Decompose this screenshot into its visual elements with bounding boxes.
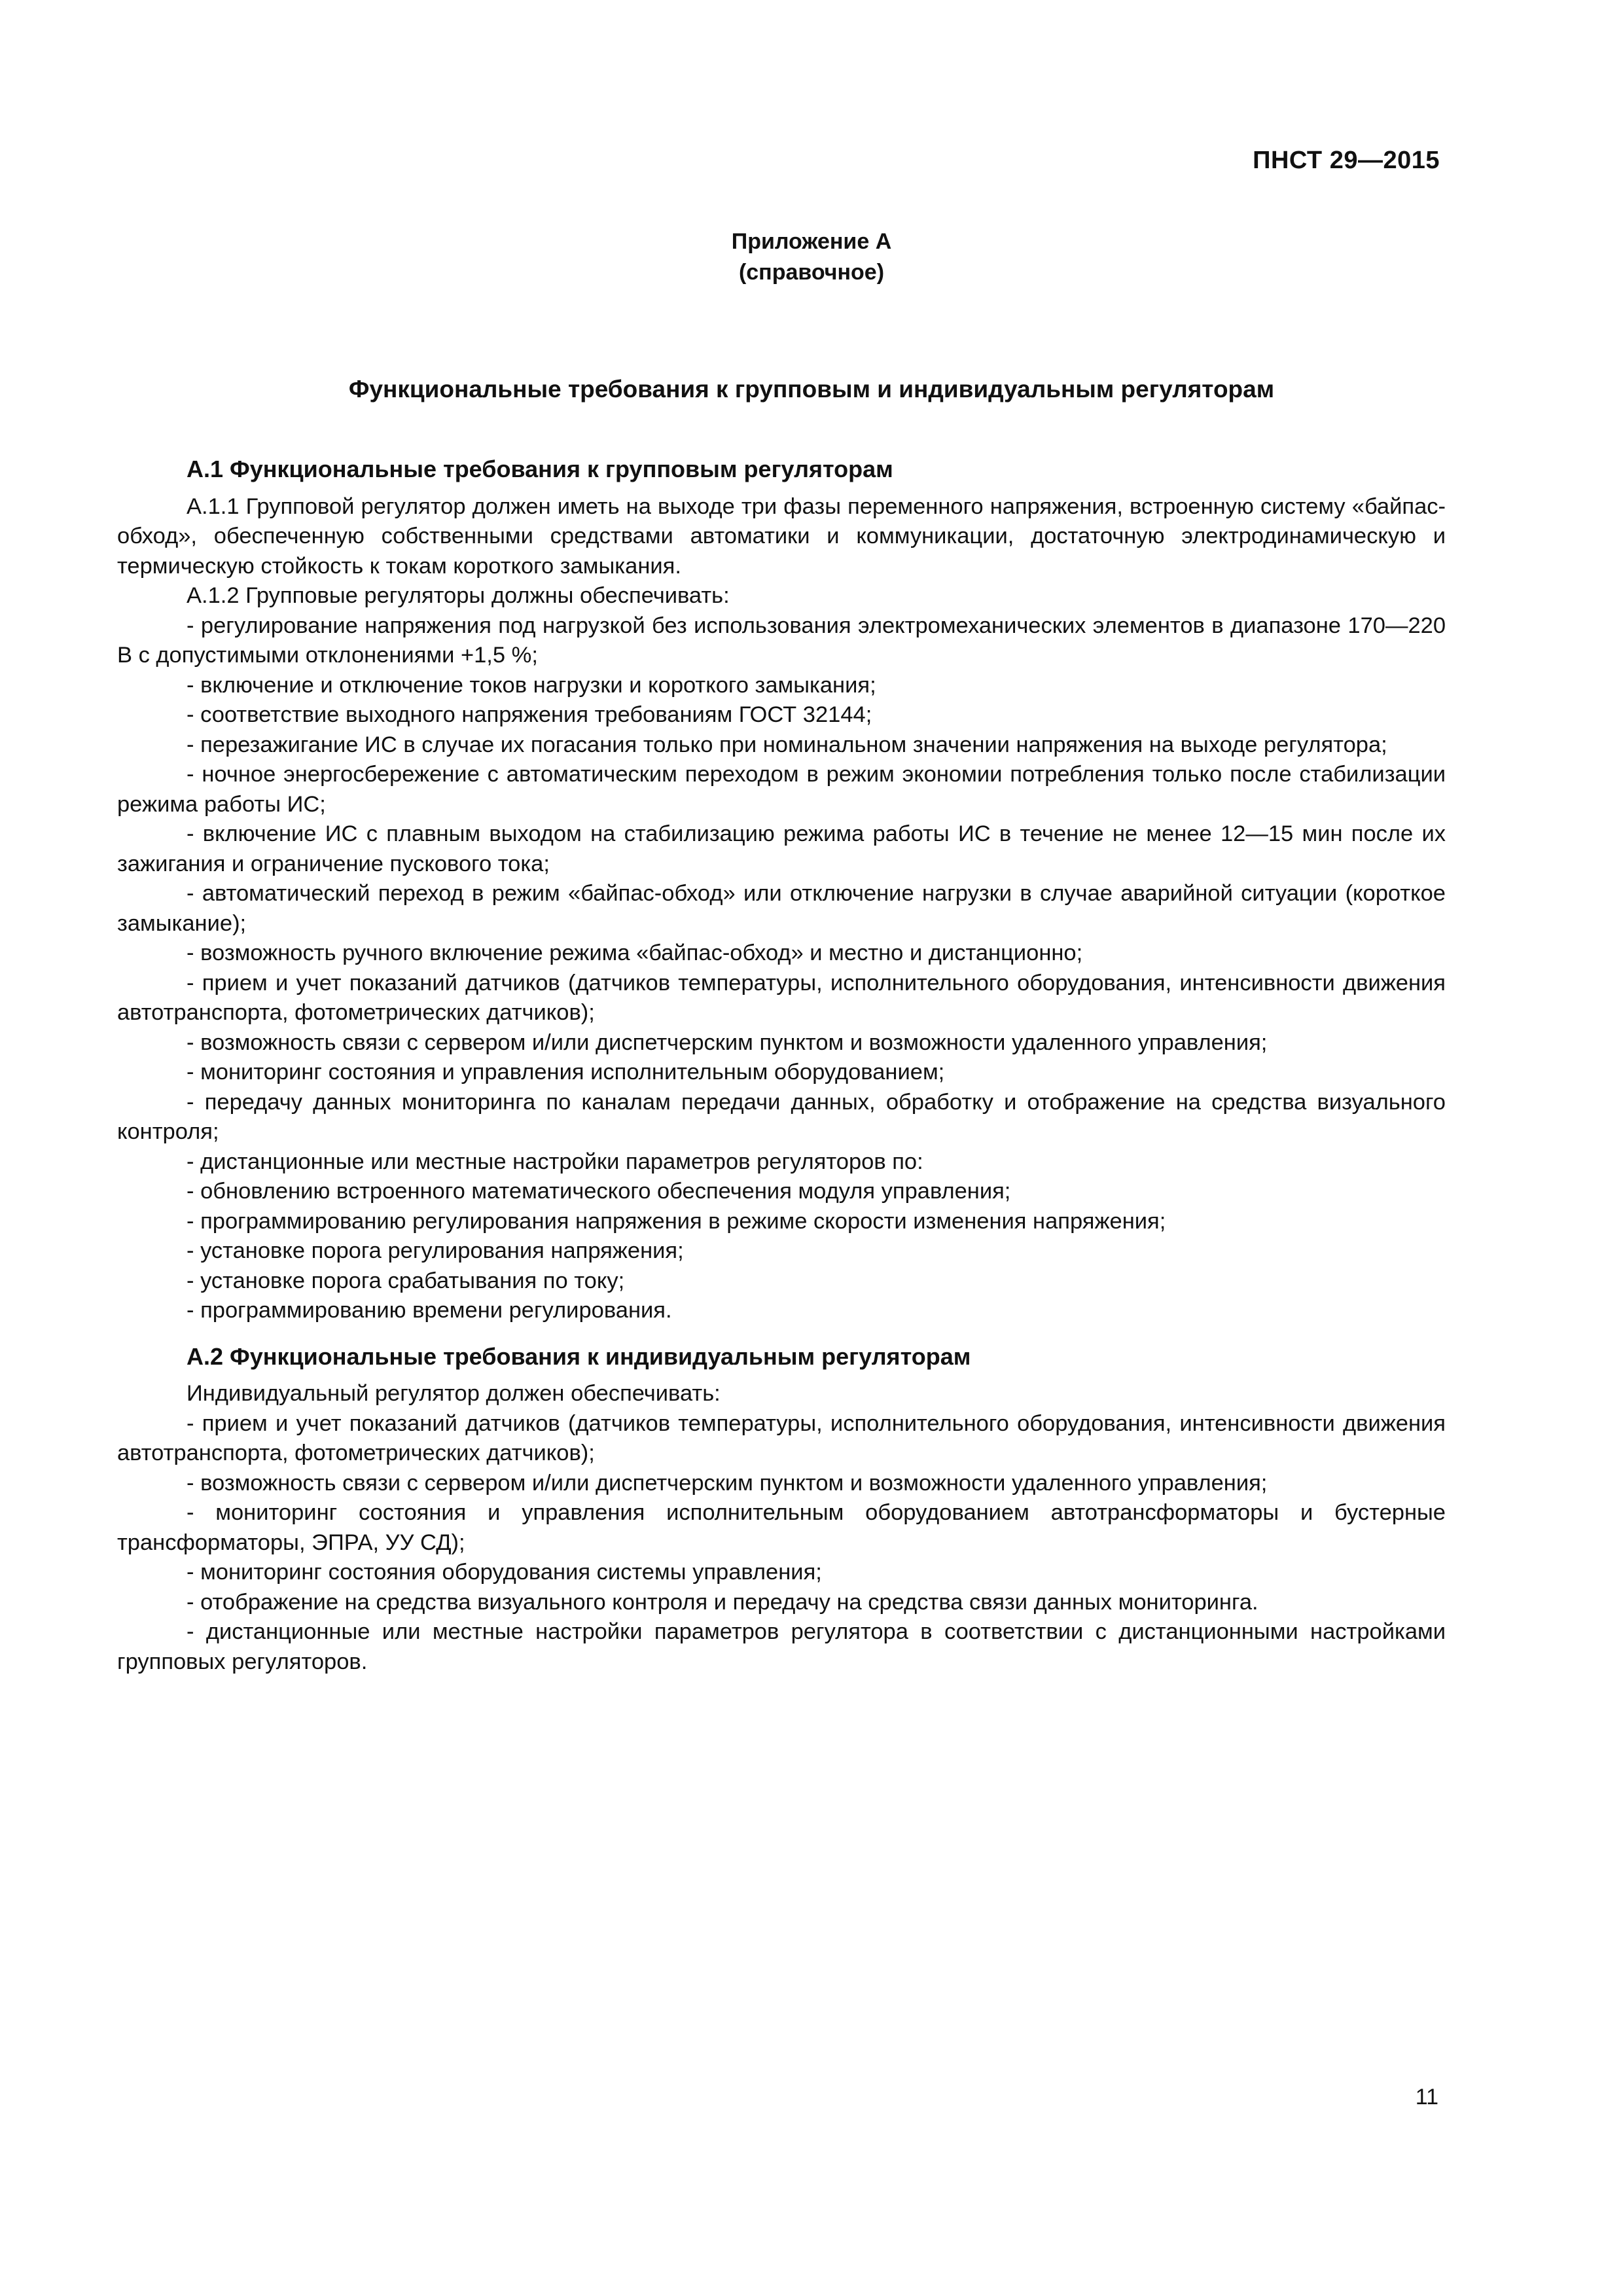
list-item: - обновлению встроенного математического обеспечения модуля управления;: [187, 1179, 1011, 1204]
list-item: - мониторинг состояния оборудования системы управления;: [187, 1560, 822, 1585]
section-a2-heading: А.2 Функциональные требования к индивидуальным регуляторам: [187, 1342, 971, 1370]
list-item: - мониторинг состояния и управления исполнительным оборудованием;: [187, 1060, 945, 1085]
list-item: - регулирование напряжения под нагрузкой без использования электромеханических элементов в диапазоне 170—220 В с допустимыми отклонениями +1,5 %;: [117, 613, 1446, 668]
list-item: - перезажигание ИС в случае их погасания только при номинальном значении напряжения на выходе регулятора;: [187, 732, 1387, 757]
paragraph: Индивидуальный регулятор должен обеспечивать:: [187, 1381, 721, 1406]
list-item: - возможность связи с сервером и/или диспетчерским пунктом и возможности удаленного управления;: [187, 1030, 1268, 1055]
list-item: - дистанционные или местные настройки параметров регулятора в соответствии с дистанционными настройками групповых регуляторов.: [117, 1619, 1446, 1674]
list-item: - установке порога регулирования напряжения;: [187, 1238, 684, 1263]
appendix-type: (справочное): [738, 260, 885, 285]
document-code: ПНСТ 29—2015: [1253, 147, 1440, 174]
list-item: - мониторинг состояния и управления исполнительным оборудованием автотрансформаторы и бустерные трансформаторы, ЭПРА, УУ СД);: [117, 1500, 1446, 1555]
list-item: - возможность связи с сервером и/или диспетчерским пунктом и возможности удаленного управления;: [187, 1470, 1268, 1496]
list-item: - автоматический переход в режим «байпас-обход» или отключение нагрузки в случае аварийной ситуации (короткое замыкание);: [117, 881, 1446, 936]
page-number: 11: [1415, 2085, 1438, 2109]
list-item: - прием и учет показаний датчиков (датчиков температуры, исполнительного оборудования, интенсивности движения автотранспорта, фотометрических датчиков);: [117, 970, 1446, 1025]
appendix-header: [0, 226, 1623, 288]
list-item: - передачу данных мониторинга по каналам передачи данных, обработку и отображение на средства визуального контроля;: [117, 1089, 1446, 1144]
list-item: - включение ИС с плавным выходом на стабилизацию режима работы ИС в течение не менее 12—15 мин после их зажигания и ограничение пускового тока;: [117, 821, 1446, 876]
list-item: - программированию регулирования напряжения в режиме скорости изменения напряжения;: [187, 1208, 1166, 1234]
list-item: - соответствие выходного напряжения требованиям ГОСТ 32144;: [187, 702, 872, 727]
page-title: Функциональные требования к групповым и индивидуальным регуляторам: [348, 376, 1275, 403]
list-item: - установке порога срабатывания по току;: [187, 1268, 625, 1293]
appendix-label: Приложение А: [731, 229, 892, 254]
paragraph: А.1.1 Групповой регулятор должен иметь на выходе три фазы переменного напряжения, встроенную систему «байпас-обход», обеспеченную собственными средствами автоматики и коммуникации, достаточную электродинамическую и термическую стойкость к токам короткого замыкания.: [117, 493, 1446, 579]
list-item: - отображение на средства визуального контроля и передачу на средства связи данных мониторинга.: [187, 1589, 1258, 1615]
document-body: [117, 454, 1446, 1677]
section-a1-heading: А.1 Функциональные требования к групповым регуляторам: [187, 456, 893, 482]
paragraph: А.1.2 Групповые регуляторы должны обеспечивать:: [187, 583, 730, 608]
list-item: - возможность ручного включение режима «байпас-обход» и местно и дистанционно;: [187, 941, 1083, 965]
list-item: - ночное энергосбережение с автоматическим переходом в режим экономии потребления только после стабилизации режима работы ИС;: [117, 762, 1446, 817]
list-item: - дистанционные или местные настройки параметров регуляторов по:: [187, 1149, 923, 1174]
list-item: - прием и учет показаний датчиков (датчиков температуры, исполнительного оборудования, интенсивности движения автотранспорта, фотометрических датчиков);: [117, 1410, 1446, 1465]
list-item: - включение и отключение токов нагрузки и короткого замыкания;: [187, 672, 876, 698]
list-item: - программированию времени регулирования.: [187, 1298, 672, 1323]
